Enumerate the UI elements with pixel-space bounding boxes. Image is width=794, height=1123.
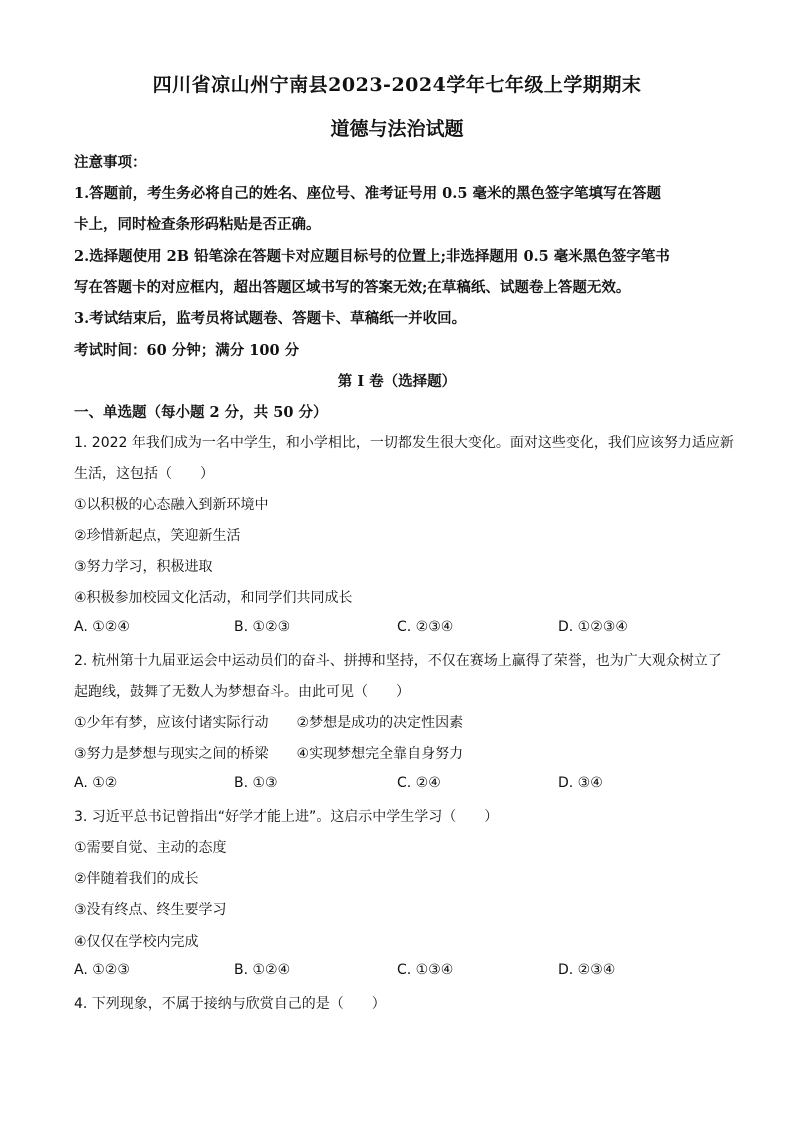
answer-options	[74, 619, 714, 639]
option-c: C. ①③④	[397, 962, 454, 978]
option-c: C. ②③④	[397, 619, 454, 635]
option-b: B. ①②④	[234, 962, 291, 978]
statement-item: ①需要自觉、主动的态度	[74, 840, 227, 856]
option-a: A. ①②	[74, 775, 118, 791]
statement-item: ③没有终点、终生要学习	[74, 902, 227, 918]
notice-line: 1.答题前，考生务必将自己的姓名、座位号、准考证号用 0.5 毫米的黑色签字笔填写在答题	[74, 185, 661, 202]
question-stem: 4. 下列现象，不属于接纳与欣赏自己的是（ ）	[74, 996, 386, 1012]
part-title: 一、单选题（每小题 2 分，共 50 分）	[74, 404, 328, 421]
exam-title-line2: 道德与法治试题	[330, 118, 464, 140]
answer-options	[74, 962, 714, 982]
notice-line: 3.考试结束后，监考员将试题卷、答题卡、草稿纸一并收回。	[74, 310, 467, 327]
statement-item: ④仅仅在学校内完成	[74, 934, 199, 950]
option-c: C. ②④	[397, 775, 441, 791]
notice-line: 写在答题卡的对应框内，超出答题区域书写的答案无效;在草稿纸、试题卷上答题无效。	[74, 279, 631, 296]
question-stem: 3. 习近平总书记曾指出“好学才能上进”。这启示中学生学习（ ）	[74, 809, 499, 825]
question-stem: 生活，这包括（ ）	[74, 466, 214, 482]
statement-item: ③努力是梦想与现实之间的桥梁 ④实现梦想完全靠自身努力	[74, 746, 464, 762]
option-d: D. ②③④	[558, 962, 616, 978]
option-a: A. ①②④	[74, 619, 130, 635]
answer-options	[74, 775, 714, 795]
option-b: B. ①②③	[234, 619, 291, 635]
volume-title: 第 I 卷（选择题）	[337, 373, 457, 390]
option-d: D. ①②③④	[558, 619, 628, 635]
statement-item: ②珍惜新起点，笑迎新生活	[74, 528, 241, 544]
notice-line: 卡上，同时检查条形码粘贴是否正确。	[74, 216, 321, 233]
exam-title-line1: 四川省凉山州宁南县2023-2024学年七年级上学期期末	[152, 74, 642, 96]
statement-item: ①以积极的心态融入到新环境中	[74, 497, 269, 513]
notice-heading: 注意事项：	[74, 154, 147, 171]
notice-line: 2.选择题使用 2B 铅笔涂在答题卡对应题目标号的位置上;非选择题用 0.5 毫米黑色签字笔书	[74, 248, 670, 265]
option-b: B. ①③	[234, 775, 278, 791]
exam-info: 考试时间：60 分钟；满分 100 分	[74, 342, 300, 359]
statement-item: ④积极参加校园文化活动，和同学们共同成长	[74, 590, 353, 606]
question-stem: 1. 2022 年我们成为一名中学生，和小学相比，一切都发生很大变化。面对这些变化，我们应该努力适应新	[74, 435, 734, 451]
option-d: D. ③④	[558, 775, 603, 791]
statement-item: ②伴随着我们的成长	[74, 871, 199, 887]
question-stem: 起跑线，鼓舞了无数人为梦想奋斗。由此可见（ ）	[74, 684, 410, 700]
question-stem: 2. 杭州第十九届亚运会中运动员们的奋斗、拼搏和坚持，不仅在赛场上赢得了荣誉，也为广大观众树立了	[74, 653, 722, 669]
option-a: A. ①②③	[74, 962, 130, 978]
statement-item: ①少年有梦，应该付诸实际行动 ②梦想是成功的决定性因素	[74, 715, 464, 731]
statement-item: ③努力学习，积极进取	[74, 559, 213, 575]
